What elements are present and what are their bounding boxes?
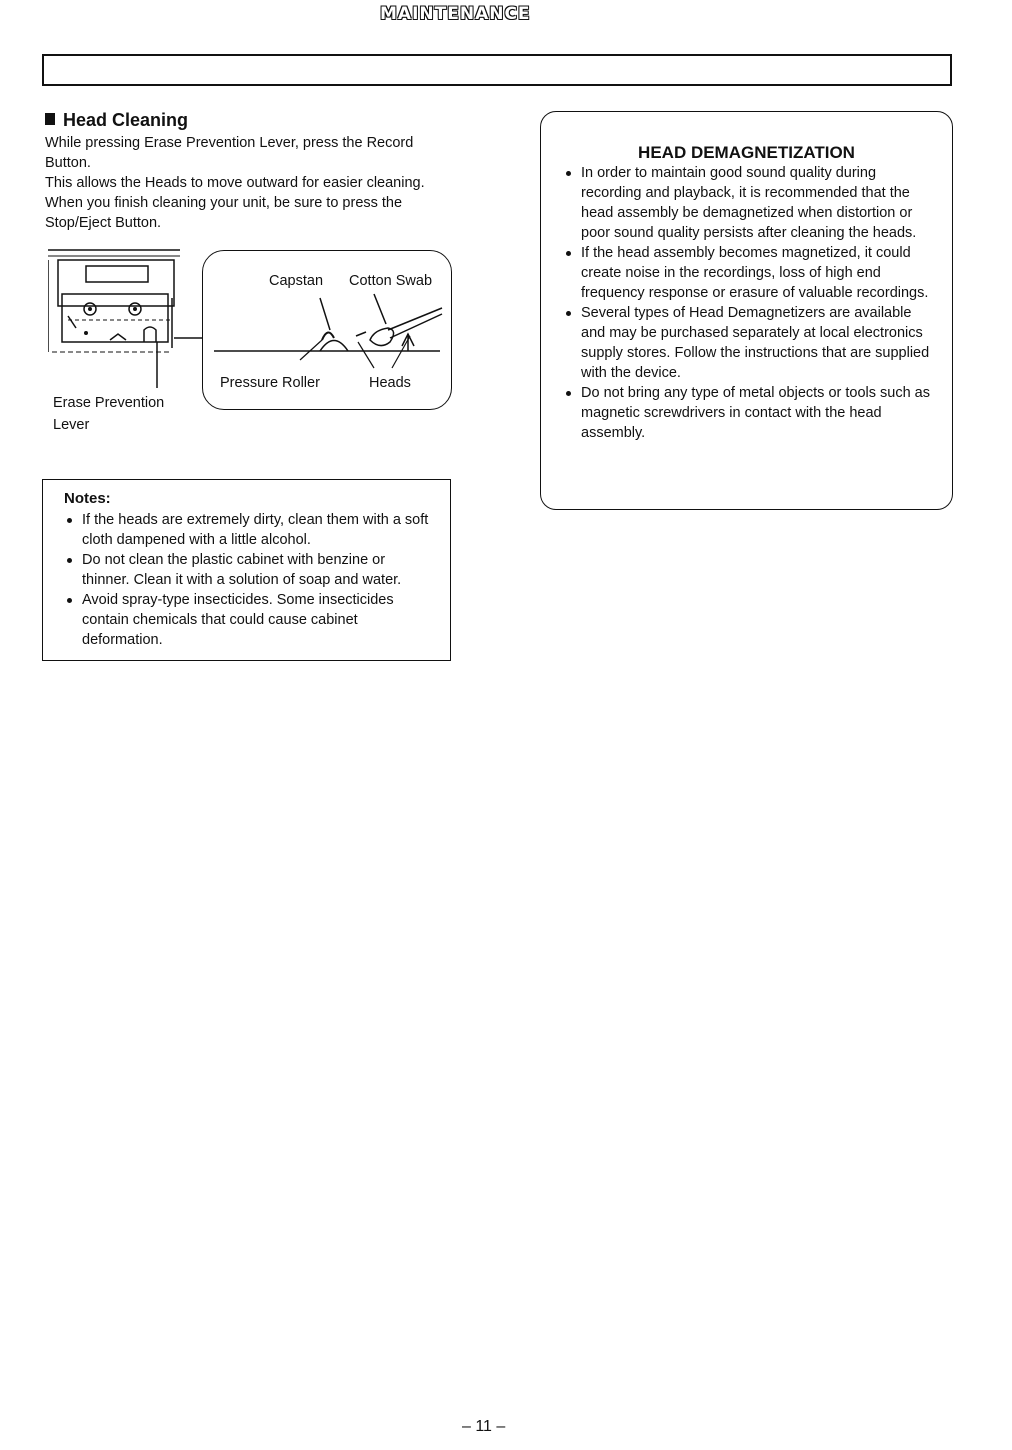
section-banner: [42, 54, 952, 86]
head-cleaning-heading-text: Head Cleaning: [63, 110, 189, 130]
section-title: MAINTENANCE: [380, 4, 531, 24]
head-cleaning-heading: [45, 110, 188, 131]
list-item: Avoid spray-type insecticides. Some insecticides contain chemicals that could cause cabinet deformation.: [66, 590, 436, 650]
notes-list: [66, 510, 436, 650]
list-item: Do not bring any type of metal objects or tools such as magnetic screwdrivers in contact with the head assembly.: [565, 383, 930, 443]
erase-prevention-label: Erase Prevention: [53, 395, 165, 411]
cotton-swab-label: Cotton Swab: [349, 273, 433, 289]
square-bullet-icon: [45, 113, 55, 125]
list-item: If the head assembly becomes magnetized, it could create noise in the recordings, loss of high end frequency response or erasure of valuable recordings.: [565, 243, 930, 303]
pressure-roller-label: Pressure Roller: [220, 375, 320, 391]
head-cleaning-para-1: While pressing Erase Prevention Lever, press the Record Button.: [45, 135, 414, 171]
list-item: Several types of Head Demagnetizers are available and may be purchased separately at local electronics supply stores. Follow the instructions that are supplied with the device.: [565, 303, 930, 383]
list-item: Do not clean the plastic cabinet with benzine or thinner. Clean it with a solution of soap and water.: [66, 550, 436, 590]
demagnetization-title: HEAD DEMAGNETIZATION: [638, 143, 855, 162]
demagnetization-list: [565, 163, 930, 443]
erase-prevention-label-line2: Lever: [53, 417, 90, 433]
cassette-deck-illustration: [48, 248, 208, 390]
notes-title: Notes:: [64, 490, 111, 507]
heads-label: Heads: [369, 375, 411, 391]
list-item: In order to maintain good sound quality during recording and playback, it is recommended that the head assembly be demagnetized when distortion or poor sound quality persists after cleaning the heads.: [565, 163, 930, 243]
page-number: – 11 –: [462, 1418, 506, 1435]
capstan-label: Capstan: [269, 273, 324, 289]
list-item: If the heads are extremely dirty, clean them with a soft cloth dampened with a little alcohol.: [66, 510, 436, 550]
head-cleaning-para-2: This allows the Heads to move outward for easier cleaning. When you finish cleaning your unit, be sure to press the Stop/Eject Button.: [45, 175, 425, 231]
